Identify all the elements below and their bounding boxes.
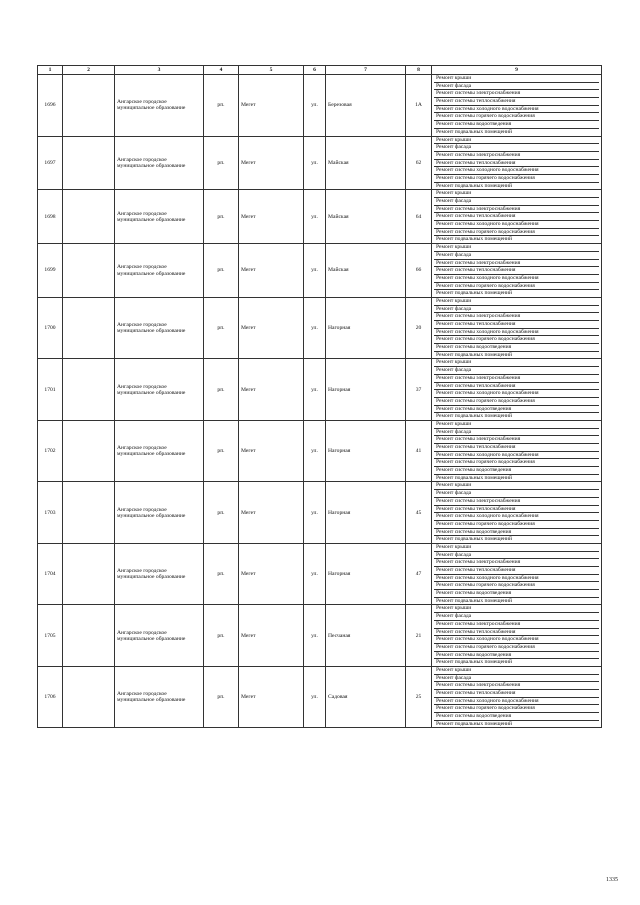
work-item: Ремонт системы теплоснабжения bbox=[434, 629, 599, 637]
settlement-type-cell: рп. bbox=[204, 420, 239, 482]
table-row bbox=[38, 543, 602, 605]
work-item: Ремонт системы водоотведения bbox=[434, 652, 599, 660]
col2-cell bbox=[63, 359, 115, 421]
house-cell: 45 bbox=[406, 482, 432, 544]
work-item: Ремонт системы электроснабжения bbox=[434, 152, 599, 160]
work-item: Ремонт системы горячего водоснабжения bbox=[434, 459, 599, 467]
settlement-cell: Мегет bbox=[239, 190, 304, 244]
work-item: Ремонт фасада bbox=[434, 306, 599, 314]
work-item: Ремонт системы холодного водоснабжения bbox=[434, 221, 599, 229]
street-cell: Нагорная bbox=[326, 543, 406, 605]
col2-cell bbox=[63, 605, 115, 667]
street-type-cell: ул. bbox=[304, 666, 326, 728]
settlement-type-cell: рп. bbox=[204, 136, 239, 190]
work-item: Ремонт системы электроснабжения bbox=[434, 498, 599, 506]
street-type-cell: ул. bbox=[304, 244, 326, 298]
header-col-3: 3 bbox=[115, 66, 204, 75]
works-list bbox=[434, 482, 599, 543]
work-item: Ремонт системы холодного водоснабжения bbox=[434, 575, 599, 583]
work-item: Ремонт системы водоотведения bbox=[434, 121, 599, 129]
work-item: Ремонт фасада bbox=[434, 83, 599, 91]
work-item: Ремонт системы электроснабжения bbox=[434, 621, 599, 629]
table-row bbox=[38, 666, 602, 728]
page-number: 1335 bbox=[606, 877, 618, 883]
works-cell bbox=[432, 543, 602, 605]
work-item: Ремонт системы горячего водоснабжения bbox=[434, 336, 599, 344]
work-item: Ремонт подвальных помещений bbox=[436, 597, 513, 604]
work-item: Ремонт крыши bbox=[434, 298, 599, 306]
work-item: Ремонт системы теплоснабжения bbox=[434, 444, 599, 452]
col2-cell bbox=[63, 297, 115, 359]
works-cell bbox=[432, 482, 602, 544]
works-cell bbox=[432, 605, 602, 667]
street-type-cell: ул. bbox=[304, 75, 326, 137]
works-list bbox=[434, 244, 599, 297]
work-item: Ремонт подвальных помещений bbox=[436, 536, 513, 543]
street-type-cell: ул. bbox=[304, 136, 326, 190]
settlement-cell: Мегет bbox=[239, 244, 304, 298]
work-item: Ремонт системы водоотведения bbox=[434, 344, 599, 352]
row-number-cell: 1702 bbox=[38, 420, 63, 482]
street-type-cell: ул. bbox=[304, 482, 326, 544]
street-cell: Нагорная bbox=[326, 420, 406, 482]
settlement-cell: Мегет bbox=[239, 666, 304, 728]
works-cell bbox=[432, 75, 602, 137]
table-row bbox=[38, 190, 602, 244]
work-item: Ремонт крыши bbox=[434, 359, 599, 367]
settlement-cell: Мегет bbox=[239, 605, 304, 667]
work-item: Ремонт системы электроснабжения bbox=[434, 375, 599, 383]
municipality-cell: Ангарское городское муниципальное образование bbox=[115, 244, 204, 298]
municipality-cell: Ангарское городское муниципальное образование bbox=[115, 543, 204, 605]
work-item: Ремонт системы электроснабжения bbox=[434, 313, 599, 321]
work-item: Ремонт системы электроснабжения bbox=[434, 682, 599, 690]
house-cell: 62 bbox=[406, 136, 432, 190]
work-item: Ремонт подвальных помещений bbox=[436, 474, 513, 481]
street-cell: Песчаная bbox=[326, 605, 406, 667]
row-number-cell: 1700 bbox=[38, 297, 63, 359]
row-number-cell: 1706 bbox=[38, 666, 63, 728]
street-type-cell: ул. bbox=[304, 190, 326, 244]
table-row bbox=[38, 136, 602, 190]
work-item: Ремонт системы горячего водоснабжения bbox=[434, 283, 599, 291]
street-cell: Садовая bbox=[326, 666, 406, 728]
municipality-cell: Ангарское городское муниципальное образование bbox=[115, 190, 204, 244]
work-item: Ремонт системы горячего водоснабжения bbox=[434, 113, 599, 121]
header-col-6: 6 bbox=[304, 66, 326, 75]
municipality-cell: Ангарское городское муниципальное образование bbox=[115, 666, 204, 728]
row-number-cell: 1696 bbox=[38, 75, 63, 137]
house-cell: 25 bbox=[406, 666, 432, 728]
house-cell: 1А bbox=[406, 75, 432, 137]
works-cell bbox=[432, 359, 602, 421]
street-cell: Нагорная bbox=[326, 359, 406, 421]
work-item: Ремонт системы теплоснабжения bbox=[434, 98, 599, 106]
municipality-cell: Ангарское городское муниципальное образование bbox=[115, 359, 204, 421]
work-item: Ремонт системы водоотведения bbox=[434, 713, 599, 721]
table-row bbox=[38, 605, 602, 667]
work-item: Ремонт крыши bbox=[434, 544, 599, 552]
work-item: Ремонт системы теплоснабжения bbox=[434, 567, 599, 575]
row-number-cell: 1703 bbox=[38, 482, 63, 544]
work-item: Ремонт подвальных помещений bbox=[436, 236, 513, 243]
row-number-cell: 1705 bbox=[38, 605, 63, 667]
work-item: Ремонт крыши bbox=[434, 137, 599, 145]
header-col-9: 9 bbox=[432, 66, 602, 75]
work-item: Ремонт подвальных помещений bbox=[436, 351, 513, 358]
work-item: Ремонт крыши bbox=[434, 190, 599, 198]
work-item: Ремонт фасада bbox=[434, 552, 599, 560]
street-cell: Нагорная bbox=[326, 297, 406, 359]
work-item: Ремонт крыши bbox=[434, 75, 599, 83]
work-item: Ремонт подвальных помещений bbox=[436, 290, 513, 297]
col2-cell bbox=[63, 482, 115, 544]
work-item: Ремонт фасада bbox=[434, 429, 599, 437]
house-cell: 64 bbox=[406, 190, 432, 244]
work-item: Ремонт подвальных помещений bbox=[436, 720, 513, 727]
settlement-type-cell: рп. bbox=[204, 244, 239, 298]
street-cell: Майская bbox=[326, 136, 406, 190]
work-item: Ремонт фасада bbox=[434, 675, 599, 683]
settlement-type-cell: рп. bbox=[204, 605, 239, 667]
row-number-cell: 1704 bbox=[38, 543, 63, 605]
settlement-cell: Мегет bbox=[239, 420, 304, 482]
work-item: Ремонт системы горячего водоснабжения bbox=[434, 229, 599, 237]
work-item: Ремонт системы холодного водоснабжения bbox=[434, 167, 599, 175]
col2-cell bbox=[63, 666, 115, 728]
work-item: Ремонт системы теплоснабжения bbox=[434, 506, 599, 514]
table-body bbox=[38, 75, 602, 728]
street-cell: Березовая bbox=[326, 75, 406, 137]
house-cell: 66 bbox=[406, 244, 432, 298]
work-item: Ремонт системы электроснабжения bbox=[434, 260, 599, 268]
works-cell bbox=[432, 420, 602, 482]
work-item: Ремонт крыши bbox=[434, 667, 599, 675]
settlement-cell: Мегет bbox=[239, 297, 304, 359]
settlement-cell: Мегет bbox=[239, 359, 304, 421]
work-item: Ремонт фасада bbox=[434, 613, 599, 621]
header-col-2: 2 bbox=[63, 66, 115, 75]
work-item: Ремонт системы горячего водоснабжения bbox=[434, 644, 599, 652]
address-works-table bbox=[37, 65, 602, 728]
street-cell: Майская bbox=[326, 190, 406, 244]
header-col-8: 8 bbox=[406, 66, 432, 75]
work-item: Ремонт подвальных помещений bbox=[436, 413, 513, 420]
work-item: Ремонт системы электроснабжения bbox=[434, 436, 599, 444]
header-col-5: 5 bbox=[239, 66, 304, 75]
work-item: Ремонт подвальных помещений bbox=[436, 182, 513, 189]
work-item: Ремонт системы горячего водоснабжения bbox=[434, 398, 599, 406]
works-list bbox=[434, 544, 599, 605]
works-cell bbox=[432, 244, 602, 298]
work-item: Ремонт системы холодного водоснабжения bbox=[434, 390, 599, 398]
work-item: Ремонт системы электроснабжения bbox=[434, 559, 599, 567]
table-row bbox=[38, 75, 602, 137]
works-list bbox=[434, 298, 599, 359]
municipality-cell: Ангарское городское муниципальное образование bbox=[115, 420, 204, 482]
header-col-4: 4 bbox=[204, 66, 239, 75]
municipality-cell: Ангарское городское муниципальное образование bbox=[115, 136, 204, 190]
work-item: Ремонт фасада bbox=[434, 252, 599, 260]
work-item: Ремонт системы горячего водоснабжения bbox=[434, 521, 599, 529]
municipality-cell: Ангарское городское муниципальное образование bbox=[115, 75, 204, 137]
work-item: Ремонт системы горячего водоснабжения bbox=[434, 705, 599, 713]
works-cell bbox=[432, 666, 602, 728]
work-item: Ремонт системы холодного водоснабжения bbox=[434, 452, 599, 460]
work-item: Ремонт фасада bbox=[434, 367, 599, 375]
col2-cell bbox=[63, 75, 115, 137]
work-item: Ремонт системы электроснабжения bbox=[434, 90, 599, 98]
house-cell: 41 bbox=[406, 420, 432, 482]
work-item: Ремонт системы водоотведения bbox=[434, 590, 599, 598]
municipality-cell: Ангарское городское муниципальное образование bbox=[115, 297, 204, 359]
street-type-cell: ул. bbox=[304, 420, 326, 482]
street-type-cell: ул. bbox=[304, 297, 326, 359]
settlement-type-cell: рп. bbox=[204, 297, 239, 359]
col2-cell bbox=[63, 190, 115, 244]
house-cell: 21 bbox=[406, 605, 432, 667]
work-item: Ремонт системы теплоснабжения bbox=[434, 267, 599, 275]
work-item: Ремонт системы холодного водоснабжения bbox=[434, 329, 599, 337]
works-list bbox=[434, 75, 599, 136]
row-number-cell: 1698 bbox=[38, 190, 63, 244]
work-item: Ремонт крыши bbox=[434, 244, 599, 252]
work-item: Ремонт подвальных помещений bbox=[436, 128, 513, 135]
row-number-cell: 1701 bbox=[38, 359, 63, 421]
work-item: Ремонт фасада bbox=[434, 144, 599, 152]
work-item: Ремонт системы теплоснабжения bbox=[434, 321, 599, 329]
work-item: Ремонт системы водоотведения bbox=[434, 406, 599, 414]
work-item: Ремонт системы водоотведения bbox=[434, 467, 599, 475]
header-row bbox=[38, 66, 602, 75]
works-list bbox=[434, 667, 599, 728]
table-row bbox=[38, 482, 602, 544]
settlement-type-cell: рп. bbox=[204, 75, 239, 137]
header-col-7: 7 bbox=[326, 66, 406, 75]
table-row bbox=[38, 359, 602, 421]
col2-cell bbox=[63, 136, 115, 190]
work-item: Ремонт фасада bbox=[434, 490, 599, 498]
work-item: Ремонт системы холодного водоснабжения bbox=[434, 636, 599, 644]
house-cell: 20 bbox=[406, 297, 432, 359]
works-list bbox=[434, 190, 599, 243]
work-item: Ремонт системы холодного водоснабжения bbox=[434, 698, 599, 706]
col2-cell bbox=[63, 420, 115, 482]
work-item: Ремонт крыши bbox=[434, 605, 599, 613]
works-list bbox=[434, 605, 599, 666]
work-item: Ремонт крыши bbox=[434, 482, 599, 490]
works-list bbox=[434, 137, 599, 190]
work-item: Ремонт системы электроснабжения bbox=[434, 206, 599, 214]
street-cell: Нагорная bbox=[326, 482, 406, 544]
table-header bbox=[38, 66, 602, 75]
table-row bbox=[38, 420, 602, 482]
settlement-cell: Мегет bbox=[239, 482, 304, 544]
row-number-cell: 1699 bbox=[38, 244, 63, 298]
col2-cell bbox=[63, 543, 115, 605]
settlement-cell: Мегет bbox=[239, 75, 304, 137]
work-item: Ремонт системы холодного водоснабжения bbox=[434, 513, 599, 521]
table-row bbox=[38, 297, 602, 359]
street-type-cell: ул. bbox=[304, 605, 326, 667]
work-item: Ремонт крыши bbox=[434, 421, 599, 429]
street-cell: Майская bbox=[326, 244, 406, 298]
settlement-cell: Мегет bbox=[239, 543, 304, 605]
settlement-type-cell: рп. bbox=[204, 190, 239, 244]
table-row bbox=[38, 244, 602, 298]
works-list bbox=[434, 359, 599, 420]
settlement-type-cell: рп. bbox=[204, 666, 239, 728]
work-item: Ремонт системы горячего водоснабжения bbox=[434, 175, 599, 183]
house-cell: 47 bbox=[406, 543, 432, 605]
settlement-type-cell: рп. bbox=[204, 543, 239, 605]
work-item: Ремонт системы теплоснабжения bbox=[434, 160, 599, 168]
work-item: Ремонт подвальных помещений bbox=[436, 659, 513, 666]
header-col-1: 1 bbox=[38, 66, 63, 75]
work-item: Ремонт системы теплоснабжения bbox=[434, 213, 599, 221]
work-item: Ремонт системы холодного водоснабжения bbox=[434, 275, 599, 283]
house-cell: 37 bbox=[406, 359, 432, 421]
work-item: Ремонт системы теплоснабжения bbox=[434, 383, 599, 391]
street-type-cell: ул. bbox=[304, 543, 326, 605]
works-cell bbox=[432, 190, 602, 244]
settlement-type-cell: рп. bbox=[204, 482, 239, 544]
work-item: Ремонт фасада bbox=[434, 198, 599, 206]
work-item: Ремонт системы холодного водоснабжения bbox=[434, 106, 599, 114]
settlement-cell: Мегет bbox=[239, 136, 304, 190]
work-item: Ремонт системы горячего водоснабжения bbox=[434, 582, 599, 590]
municipality-cell: Ангарское городское муниципальное образование bbox=[115, 482, 204, 544]
work-item: Ремонт системы водоотведения bbox=[434, 529, 599, 537]
work-item: Ремонт системы теплоснабжения bbox=[434, 690, 599, 698]
works-cell bbox=[432, 297, 602, 359]
works-list bbox=[434, 421, 599, 482]
municipality-cell: Ангарское городское муниципальное образование bbox=[115, 605, 204, 667]
street-type-cell: ул. bbox=[304, 359, 326, 421]
row-number-cell: 1697 bbox=[38, 136, 63, 190]
col2-cell bbox=[63, 244, 115, 298]
works-cell bbox=[432, 136, 602, 190]
settlement-type-cell: рп. bbox=[204, 359, 239, 421]
